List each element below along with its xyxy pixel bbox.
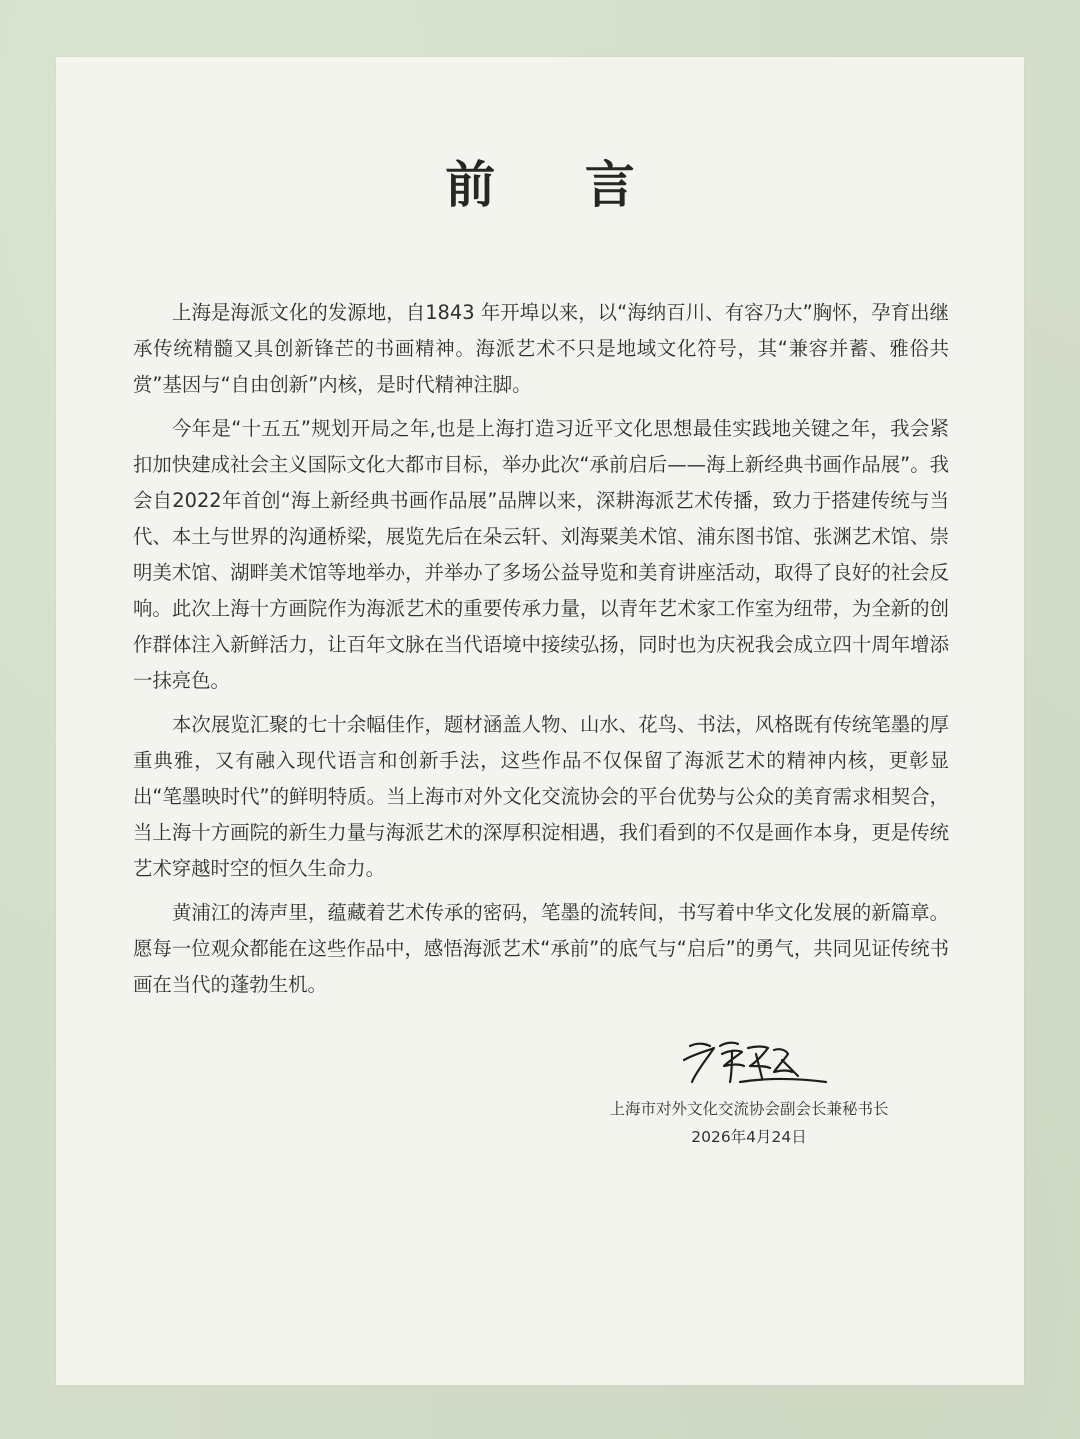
document-title: 前 言 xyxy=(445,155,671,214)
document-date: 2026年4月24日 xyxy=(691,1128,807,1146)
paragraph-2: 今年是“十五五”规划开局之年,也是上海打造习近平文化思想最佳实践地关键之年，我会紧扣加快建成社会主义国际文化大都市目标，举办此次“承前启后——海上新经典书画作品展”。我会自2022年首创“海上新经典书画作品展”品牌以来，深耕海派艺术传播，致力于搭建传统与当代、本土与世界的沟通桥梁，展览先后在朵云轩、刘海粟美术馆、浦东图书馆、张渊艺术馆、崇明美术馆、湖畔美术馆等地举办，并举办了多场公益导览和美育讲座活动，取得了良好的社会反响。此次上海十方画院作为海派艺术的重要传承力量，以青年艺术家工作室为纽带，为全新的创作群体注入新鲜活力，让百年文脉在当代语境中接续弘扬，同时也为庆祝我会成立四十周年增添一抹亮色。 xyxy=(133,417,949,692)
document-body xyxy=(133,295,949,1011)
handwritten-signature xyxy=(676,1032,836,1092)
paragraph-3: 本次展览汇聚的七十余幅佳作，题材涵盖人物、山水、花鸟、书法，风格既有传统笔墨的厚重典雅，又有融入现代语言和创新手法，这些作品不仅保留了海派艺术的精神内核，更彰显出“笔墨映时代”的鲜明特质。当上海市对外文化交流协会的平台优势与公众的美育需求相契合，当上海十方画院的新生力量与海派艺术的深厚积淀相遇，我们看到的不仅是画作本身，更是传统艺术穿越时空的恒久生命力。 xyxy=(133,713,949,880)
signatory-title: 上海市对外文化交流协会副会长兼秘书长 xyxy=(609,1100,889,1118)
paragraph-1: 上海是海派文化的发源地，自1843 年开埠以来，以“海纳百川、有容乃大”胸怀，孕育出继承传统精髓又具创新锋芒的书画精神。海派艺术不只是地域文化符号，其“兼容并蓄、雅俗共赏”基因与“自由创新”内核，是时代精神注脚。 xyxy=(133,301,949,396)
paragraph-4: 黄浦江的涛声里，蕴藏着艺术传承的密码，笔墨的流转间，书写着中华文化发展的新篇章。愿每一位观众都能在这些作品中，感悟海派艺术“承前”的底气与“启后”的勇气，共同见证传统书画在当代的蓬勃生机。 xyxy=(133,901,949,996)
